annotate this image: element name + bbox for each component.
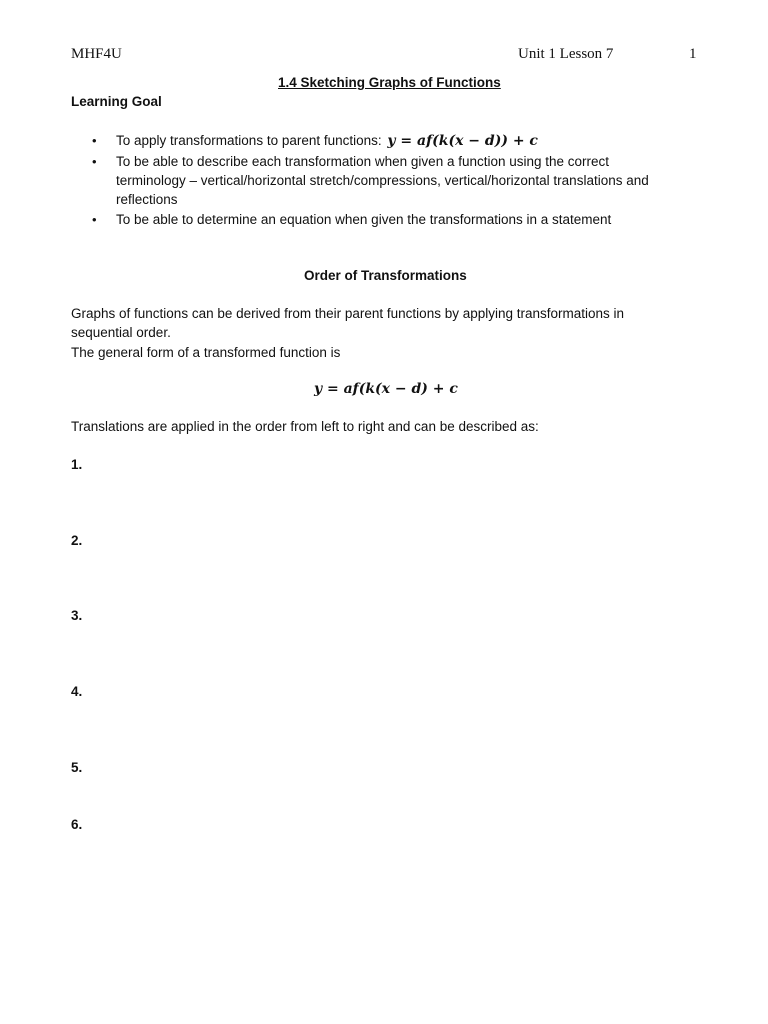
goal-bullet-2-line-3: reflections	[116, 192, 178, 207]
goal-bullet-1	[116, 133, 538, 149]
goal-bullet-2-line-2: terminology – vertical/horizontal stretch/compressions, vertical/horizontal translations and	[116, 173, 649, 188]
order-paragraph-line-2: sequential order.	[71, 325, 171, 340]
list-item-number: 3.	[71, 608, 83, 623]
bullet-icon: •	[92, 154, 97, 169]
course-code: MHF4U	[71, 46, 122, 62]
order-paragraph-line-3: The general form of a transformed function is	[71, 345, 341, 360]
general-form-formula: y = af(k(x − d) + c	[314, 381, 458, 397]
goal-formula: y = af(k(x − d)) + c	[387, 133, 538, 149]
goal-bullet-3: To be able to determine an equation when given the transformations in a statement	[116, 212, 612, 227]
list-item-number: 1.	[71, 457, 83, 472]
translations-intro: Translations are applied in the order from left to right and can be described as:	[71, 419, 539, 434]
list-item-number: 2.	[71, 533, 83, 548]
goal-bullet-2-line-1: To be able to describe each transformation when given a function using the correct	[116, 154, 610, 169]
unit-lesson: Unit 1 Lesson 7	[518, 46, 614, 62]
page-title: 1.4 Sketching Graphs of Functions	[278, 75, 501, 90]
list-item-number: 6.	[71, 817, 83, 832]
learning-goal-heading: Learning Goal	[71, 94, 162, 109]
bullet-icon: •	[92, 133, 97, 148]
page-number: 1	[689, 46, 697, 62]
goal-bullet-1-text: To apply transformations to parent functions:	[116, 133, 382, 148]
bullet-icon: •	[92, 212, 97, 227]
order-paragraph-line-1: Graphs of functions can be derived from their parent functions by applying transformations in	[71, 306, 625, 321]
list-item-number: 5.	[71, 760, 83, 775]
list-item-number: 4.	[71, 684, 83, 699]
section-heading-order: Order of Transformations	[304, 268, 467, 283]
